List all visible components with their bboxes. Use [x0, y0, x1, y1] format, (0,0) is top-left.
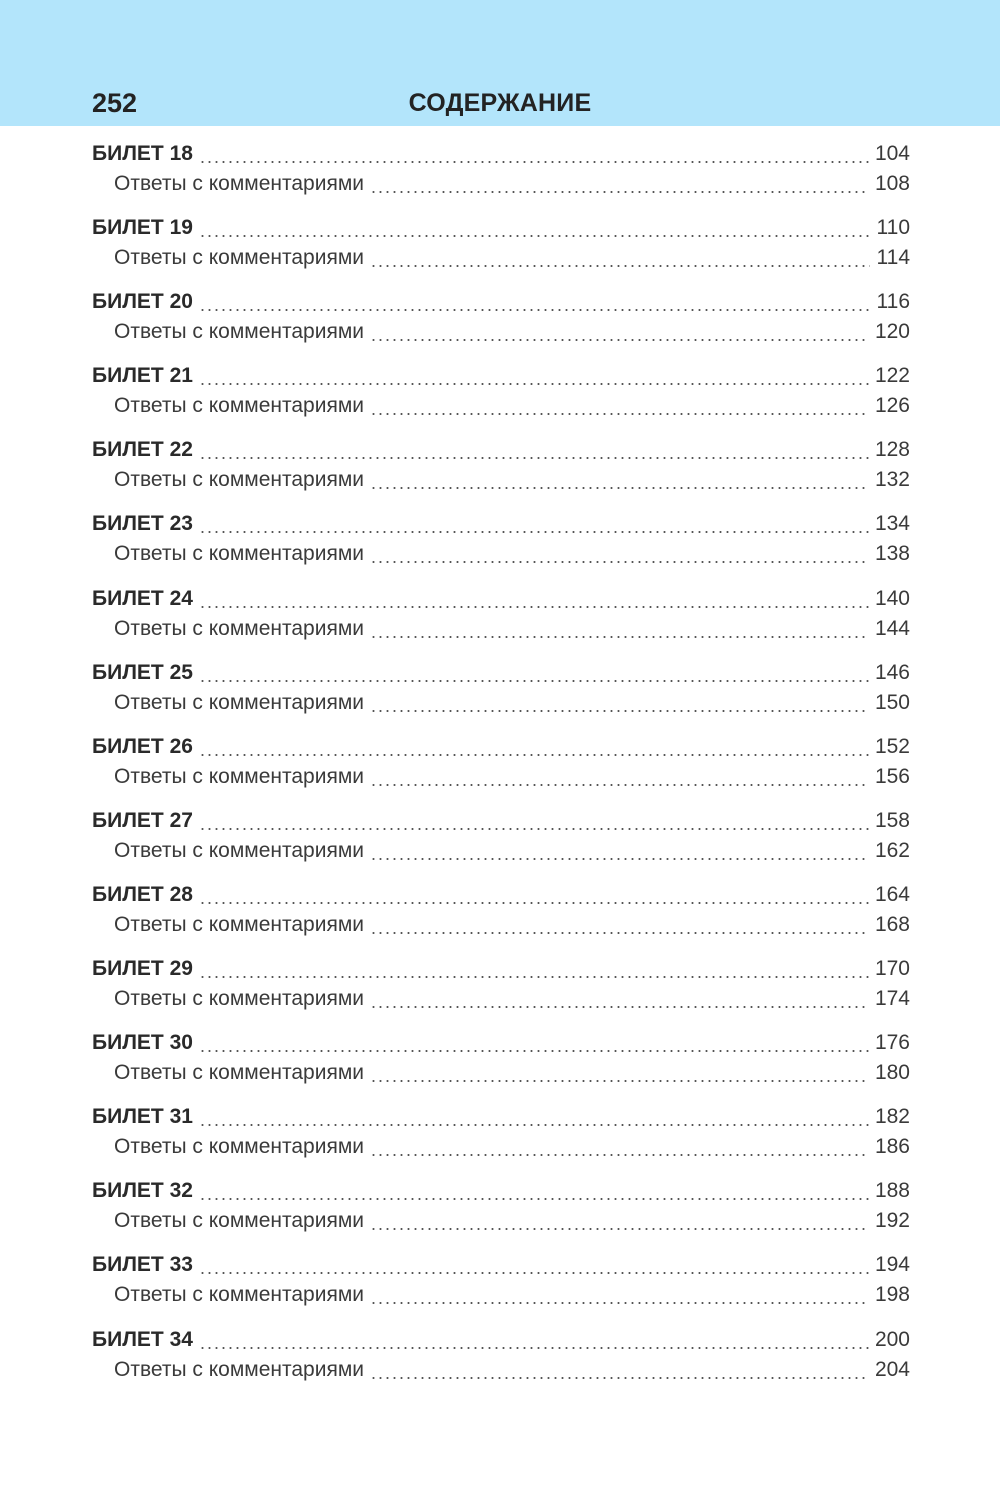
table-of-contents: [92, 139, 910, 1399]
toc-ticket-line[interactable]: [92, 806, 910, 836]
dot-leader: [199, 1272, 869, 1274]
ticket-page-number: 140: [874, 586, 910, 610]
dot-leader: [370, 636, 869, 638]
toc-answers-line[interactable]: [92, 910, 910, 940]
toc-answers-line[interactable]: [92, 169, 910, 199]
answers-title: Ответы с комментариями: [114, 246, 365, 270]
answers-title: Ответы с комментариями: [114, 172, 365, 195]
toc-answers-line[interactable]: [92, 1280, 910, 1310]
ticket-title: БИЛЕТ 32: [92, 1179, 193, 1203]
ticket-page-number: 182: [874, 1105, 910, 1129]
toc-ticket-line[interactable]: [92, 1325, 910, 1355]
answers-title: Ответы с комментариями: [114, 912, 365, 936]
dot-leader: [370, 932, 869, 934]
toc-ticket-line[interactable]: [92, 732, 910, 762]
dot-leader: [199, 606, 869, 608]
ticket-page-number: 116: [876, 290, 910, 314]
dot-leader: [370, 1080, 869, 1082]
answers-page-number: 114: [876, 246, 910, 270]
answers-title: Ответы с комментариями: [114, 394, 365, 418]
toc-ticket-line[interactable]: [92, 287, 910, 317]
answers-page-number: 168: [874, 912, 910, 936]
toc-answers-line[interactable]: [92, 762, 910, 792]
toc-ticket-line[interactable]: [92, 584, 910, 614]
ticket-page-number: 200: [874, 1327, 910, 1351]
toc-answers-line[interactable]: [92, 243, 910, 273]
ticket-page-number: 146: [874, 660, 910, 684]
toc-entry-group: [92, 1028, 910, 1102]
ticket-page-number: 188: [874, 1179, 910, 1203]
answers-page-number: 198: [874, 1283, 910, 1307]
dot-leader: [370, 1377, 869, 1379]
dot-leader: [199, 1124, 869, 1126]
toc-answers-line[interactable]: [92, 317, 910, 347]
toc-ticket-line[interactable]: [92, 361, 910, 391]
ticket-title: БИЛЕТ 20: [92, 290, 193, 314]
ticket-page-number: 164: [874, 882, 910, 906]
ticket-title: БИЛЕТ 33: [92, 1253, 193, 1277]
ticket-page-number: 104: [874, 142, 910, 165]
answers-page-number: 192: [874, 1209, 910, 1233]
toc-entry-group: [92, 1102, 910, 1176]
ticket-title: БИЛЕТ 30: [92, 1031, 193, 1055]
page-number: 252: [92, 88, 138, 118]
dot-leader: [199, 383, 869, 385]
answers-page-number: 150: [874, 690, 910, 714]
dot-leader: [370, 487, 869, 489]
toc-ticket-line[interactable]: [92, 1250, 910, 1280]
answers-page-number: 156: [874, 764, 910, 788]
ticket-title: БИЛЕТ 27: [92, 808, 193, 832]
answers-page-number: 204: [874, 1357, 910, 1381]
dot-leader: [199, 754, 869, 756]
answers-title: Ответы с комментариями: [114, 690, 365, 714]
dot-leader: [199, 680, 869, 682]
toc-answers-line[interactable]: [92, 391, 910, 421]
dot-leader: [370, 710, 869, 712]
answers-title: Ответы с комментариями: [114, 1357, 365, 1381]
dot-leader: [370, 561, 869, 563]
toc-ticket-line[interactable]: [92, 1176, 910, 1206]
dot-leader: [370, 413, 869, 415]
ticket-page-number: 170: [874, 957, 910, 981]
toc-entry-group: [92, 213, 910, 287]
ticket-page-number: 194: [874, 1253, 910, 1277]
dot-leader: [199, 161, 869, 163]
toc-ticket-line[interactable]: [92, 658, 910, 688]
header-band: [0, 0, 1000, 126]
dot-leader: [370, 339, 869, 341]
ticket-page-number: 176: [874, 1031, 910, 1055]
dot-leader: [370, 1154, 869, 1156]
answers-title: Ответы с комментариями: [114, 987, 365, 1011]
dot-leader: [370, 1006, 869, 1008]
ticket-page-number: 110: [876, 216, 910, 240]
toc-entry-group: [92, 1325, 910, 1399]
toc-answers-line[interactable]: [92, 1355, 910, 1385]
toc-entry-group: [92, 658, 910, 732]
answers-page-number: 162: [874, 838, 910, 862]
answers-page-number: 132: [874, 468, 910, 492]
ticket-page-number: 128: [874, 438, 910, 462]
dot-leader: [199, 1347, 869, 1349]
toc-entry-group: [92, 1250, 910, 1324]
toc-entry-group: [92, 435, 910, 509]
answers-title: Ответы с комментариями: [114, 764, 365, 788]
dot-leader: [370, 1228, 869, 1230]
dot-leader: [370, 1302, 869, 1304]
answers-title: Ответы с комментариями: [114, 542, 365, 566]
toc-entry-group: [92, 1176, 910, 1250]
toc-entry-group: [92, 880, 910, 954]
ticket-title: БИЛЕТ 29: [92, 957, 193, 981]
toc-answers-line[interactable]: [92, 465, 910, 495]
ticket-title: БИЛЕТ 22: [92, 438, 193, 462]
toc-answers-line[interactable]: [92, 688, 910, 718]
toc-entry-group: [92, 287, 910, 361]
dot-leader: [199, 976, 869, 978]
answers-page-number: 174: [874, 987, 910, 1011]
ticket-title: БИЛЕТ 31: [92, 1105, 193, 1129]
toc-answers-line[interactable]: [92, 539, 910, 569]
toc-entry-group: [92, 954, 910, 1028]
toc-answers-line[interactable]: [92, 836, 910, 866]
answers-page-number: 126: [874, 394, 910, 418]
ticket-title: БИЛЕТ 23: [92, 512, 193, 536]
toc-answers-line[interactable]: [92, 1132, 910, 1162]
dot-leader: [199, 457, 869, 459]
dot-leader: [199, 235, 870, 237]
answers-title: Ответы с комментариями: [114, 468, 365, 492]
answers-page-number: 138: [874, 542, 910, 566]
ticket-title: БИЛЕТ 28: [92, 882, 193, 906]
toc-answers-line[interactable]: [92, 984, 910, 1014]
answers-title: Ответы с комментариями: [114, 1209, 365, 1233]
ticket-title: БИЛЕТ 26: [92, 734, 193, 758]
dot-leader: [370, 265, 870, 267]
answers-title: Ответы с комментариями: [114, 1283, 365, 1307]
ticket-page-number: 134: [874, 512, 910, 536]
toc-entry-group: [92, 139, 910, 213]
toc-ticket-line[interactable]: [92, 509, 910, 539]
dot-leader: [199, 902, 869, 904]
answers-page-number: 120: [874, 320, 910, 344]
answers-page-number: 180: [874, 1061, 910, 1085]
running-title: СОДЕРЖАНИЕ: [408, 89, 592, 117]
ticket-title: БИЛЕТ 25: [92, 660, 193, 684]
dot-leader: [199, 1198, 869, 1200]
answers-title: Ответы с комментариями: [114, 838, 365, 862]
ticket-title: БИЛЕТ 34: [92, 1327, 193, 1351]
ticket-page-number: 158: [874, 808, 910, 832]
ticket-page-number: 122: [874, 364, 910, 388]
answers-page-number: 144: [874, 616, 910, 640]
dot-leader: [199, 1050, 869, 1052]
dot-leader: [199, 309, 870, 311]
answers-title: Ответы с комментариями: [114, 1061, 365, 1085]
toc-entry-group: [92, 806, 910, 880]
toc-ticket-line[interactable]: [92, 880, 910, 910]
dot-leader: [370, 191, 869, 193]
toc-answers-line[interactable]: [92, 1206, 910, 1236]
toc-ticket-line[interactable]: [92, 213, 910, 243]
toc-ticket-line[interactable]: [92, 435, 910, 465]
toc-answers-line[interactable]: [92, 1058, 910, 1088]
dot-leader: [370, 858, 869, 860]
dot-leader: [370, 784, 869, 786]
toc-entry-group: [92, 509, 910, 583]
toc-entry-group: [92, 584, 910, 658]
toc-ticket-line[interactable]: [92, 954, 910, 984]
answers-title: Ответы с комментариями: [114, 1135, 365, 1159]
answers-page-number: 186: [874, 1135, 910, 1159]
toc-ticket-line[interactable]: [92, 139, 910, 169]
toc-answers-line[interactable]: [92, 614, 910, 644]
ticket-page-number: 152: [874, 734, 910, 758]
answers-title: Ответы с комментариями: [114, 320, 365, 344]
toc-ticket-line[interactable]: [92, 1102, 910, 1132]
ticket-title: БИЛЕТ 18: [92, 142, 193, 165]
ticket-title: БИЛЕТ 21: [92, 364, 193, 388]
answers-title: Ответы с комментариями: [114, 616, 365, 640]
toc-entry-group: [92, 361, 910, 435]
toc-ticket-line[interactable]: [92, 1028, 910, 1058]
dot-leader: [199, 531, 869, 533]
ticket-title: БИЛЕТ 24: [92, 586, 193, 610]
toc-entry-group: [92, 732, 910, 806]
ticket-title: БИЛЕТ 19: [92, 216, 193, 240]
answers-page-number: 108: [874, 172, 910, 195]
dot-leader: [199, 828, 869, 830]
